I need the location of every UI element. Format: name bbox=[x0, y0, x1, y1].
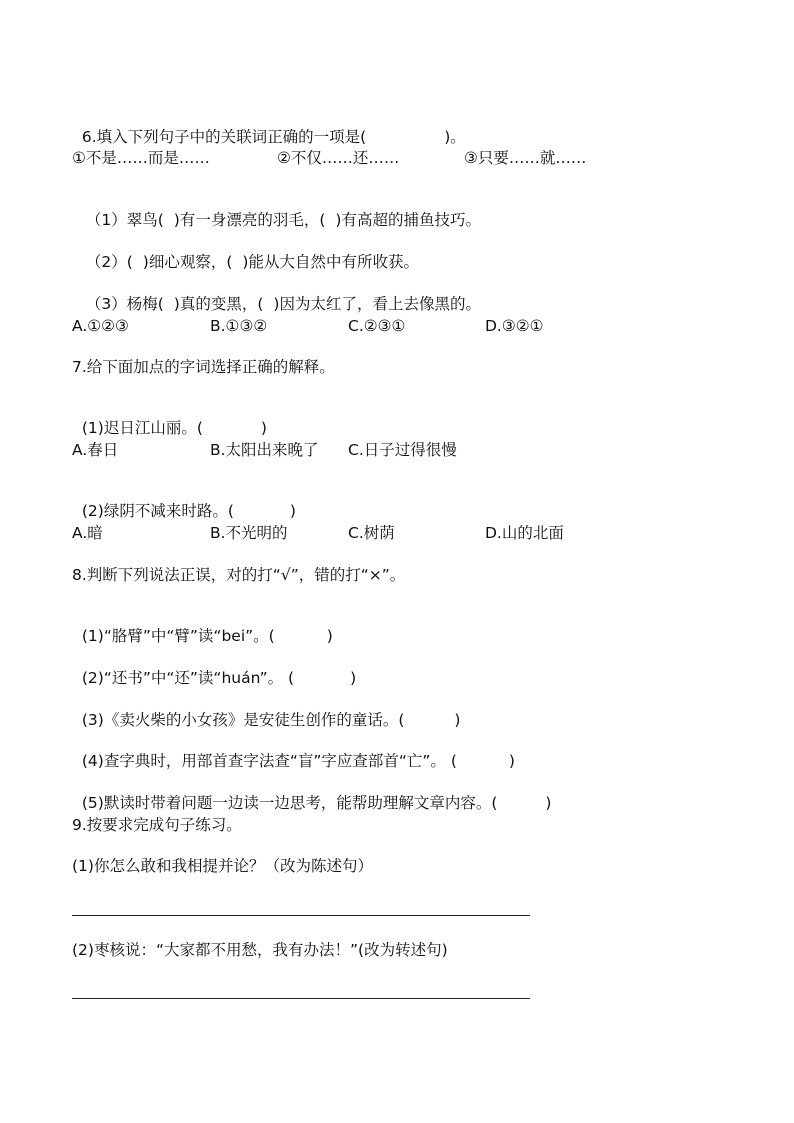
q8-item-1-text: (1)“胳臂”中“臂”读“bei”。( bbox=[81, 627, 275, 645]
q7-part-1 bbox=[72, 398, 267, 437]
q6-sentence-3 bbox=[76, 274, 481, 313]
q6-choice-2: ②不仅……还…… bbox=[277, 149, 400, 167]
q8-item-3 bbox=[72, 690, 461, 729]
q9-item-2-answer-line[interactable] bbox=[72, 998, 530, 999]
q7-p2-end: ) bbox=[289, 502, 296, 520]
q6-option-a: A.①②③ bbox=[72, 317, 129, 335]
q7-part-2 bbox=[72, 481, 296, 520]
q6-s3-part-a: （3）杨梅( bbox=[85, 295, 164, 313]
q8-item-5 bbox=[72, 773, 552, 812]
q9-item-1-answer-line[interactable] bbox=[72, 915, 530, 916]
q6-s2-part-a: （2）( bbox=[85, 253, 133, 271]
q8-stem: 8.判断下列说法正误，对的打“√”，错的打“×”。 bbox=[72, 566, 406, 584]
q9-item-2: (2)枣核说：“大家都不用愁，我有办法！”(改为转述句) bbox=[72, 941, 448, 959]
q6-s3-part-b: )真的变黑，( bbox=[173, 295, 264, 313]
q8-item-2-end: ) bbox=[350, 669, 357, 687]
q8-item-4-end: ) bbox=[508, 752, 515, 770]
q8-item-5-end: ) bbox=[545, 794, 552, 812]
q7-p1-text: (1)迟日江山丽。( bbox=[81, 419, 203, 437]
q8-item-3-text: (3)《卖火柴的小女孩》是安徒生创作的童话。( bbox=[81, 711, 405, 729]
q6-s1-part-a: （1）翠鸟( bbox=[85, 211, 164, 229]
q7-p2-option-c: C.树荫 bbox=[348, 524, 395, 542]
q6-s1-part-b: )有一身漂亮的羽毛，( bbox=[173, 211, 326, 229]
q6-option-b: B.①③② bbox=[210, 317, 268, 335]
q6-s1-part-c: )有高超的捕鱼技巧。 bbox=[335, 211, 481, 229]
q8-item-4-text: (4)查字典时，用部首查字法查“盲”字应查部首“亡”。 ( bbox=[81, 752, 457, 770]
q7-p2-option-a: A.暗 bbox=[72, 524, 103, 542]
q9-stem: 9.按要求完成句子练习。 bbox=[72, 816, 242, 834]
q6-choice-1: ①不是……而是…… bbox=[72, 149, 210, 167]
q8-item-1 bbox=[72, 606, 333, 645]
q6-sentence-1 bbox=[76, 190, 481, 229]
q6-stem-end: )。 bbox=[444, 128, 466, 146]
q6-option-c: C.②③① bbox=[348, 317, 406, 335]
q7-p2-option-d: D.山的北面 bbox=[485, 524, 564, 542]
q7-p2-text: (2)绿阴不减来时路。( bbox=[81, 502, 234, 520]
q8-item-5-text: (5)默读时带着问题一边读一边思考，能帮助理解文章内容。( bbox=[81, 794, 498, 812]
q6-s3-part-c: )因为太红了，看上去像黑的。 bbox=[273, 295, 481, 313]
q7-p2-option-b: B.不光明的 bbox=[210, 524, 288, 542]
q6-s2-part-c: )能从大自然中有所收获。 bbox=[242, 253, 419, 271]
q8-item-3-end: ) bbox=[454, 711, 461, 729]
q9-item-1: (1)你怎么敢和我相提并论？（改为陈述句） bbox=[72, 857, 373, 875]
q6-stem bbox=[72, 107, 466, 146]
q6-s2-part-b: )细心观察，( bbox=[142, 253, 233, 271]
q6-option-d: D.③②① bbox=[485, 317, 544, 335]
q6-sentence-2 bbox=[76, 232, 419, 271]
q7-p1-option-b: B.太阳出来晚了 bbox=[210, 441, 319, 459]
q7-p1-option-c: C.日子过得很慢 bbox=[348, 441, 457, 459]
q7-p1-option-a: A.春日 bbox=[72, 441, 119, 459]
q8-item-2-text: (2)“还书”中“还”读“huán”。 ( bbox=[81, 669, 295, 687]
q7-stem: 7.给下面加点的字词选择正确的解释。 bbox=[72, 358, 335, 376]
q6-stem-text: 6.填入下列句子中的关联词正确的一项是( bbox=[81, 128, 367, 146]
q8-item-1-end: ) bbox=[326, 627, 333, 645]
q7-p1-end: ) bbox=[260, 419, 267, 437]
q6-choice-3: ③只要……就…… bbox=[464, 149, 587, 167]
q8-item-2 bbox=[72, 648, 357, 687]
q8-item-4 bbox=[72, 731, 515, 770]
